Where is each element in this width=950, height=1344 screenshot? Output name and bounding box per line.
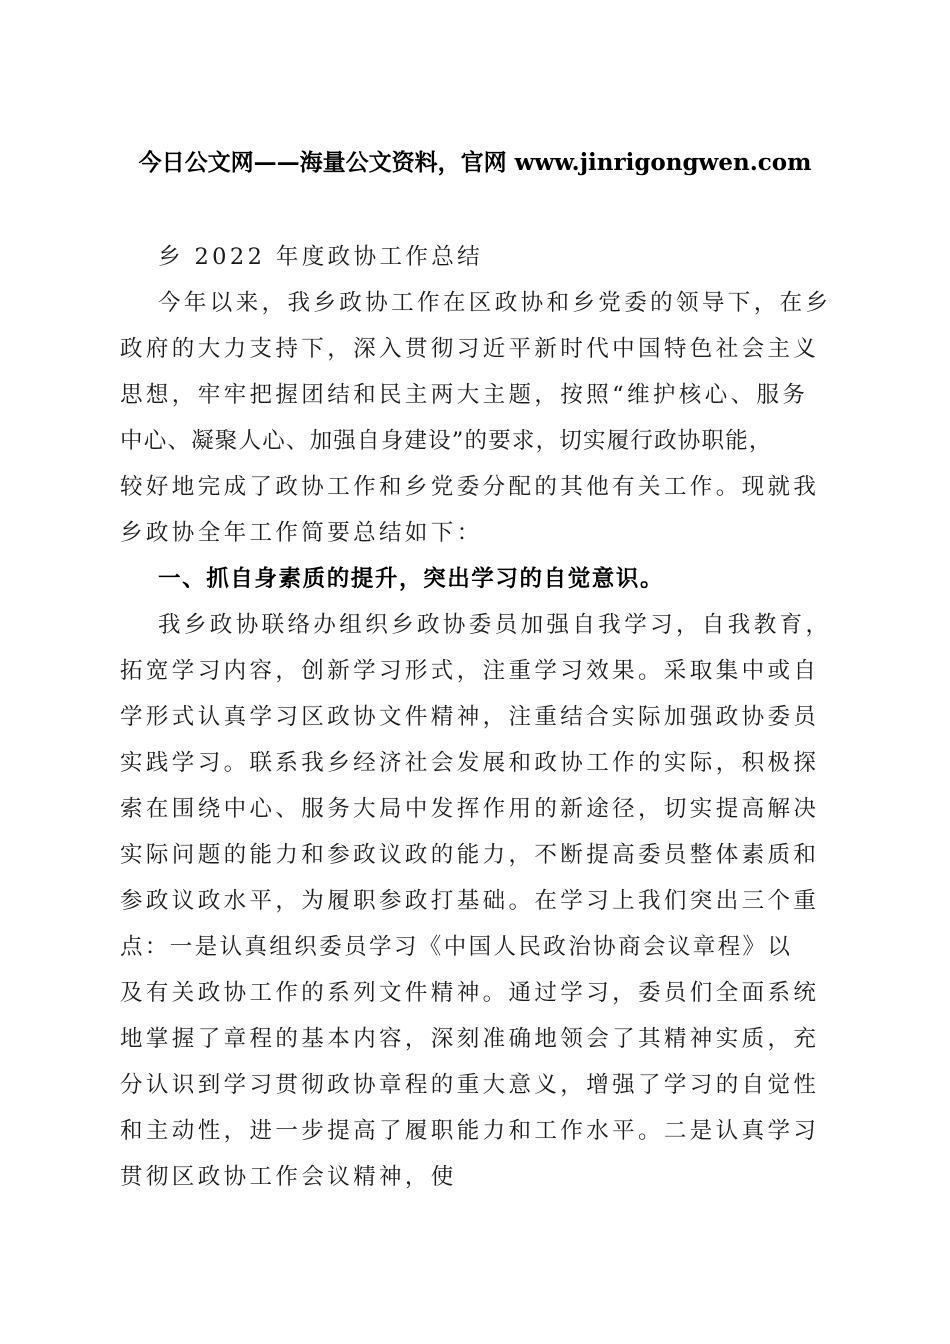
section-heading: 一、抓自身素质的提升，突出学习的自觉意识。 (158, 566, 665, 592)
intro-line: 思想，牢牢把握团结和民主两大主题，按照“维护核心、服务 (120, 382, 809, 408)
intro-line: 政府的大力支持下，深入贯彻习近平新时代中国特色社会主义 (120, 336, 820, 362)
section-line: 索在围绕中心、服务大局中发挥作用的新途径，切实提高解决 (120, 796, 820, 822)
intro-line: 中心、凝聚人心、加强自身建设”的要求，切实履行政协职能， (120, 428, 773, 454)
section-line: 学形式认真学习区政协文件精神，注重结合实际加强政协委员 (120, 704, 820, 730)
section-line: 及有关政协工作的系列文件精神。通过学习，委员们全面系统 (120, 980, 820, 1006)
section-line: 和主动性，进一步提高了履职能力和工作水平。二是认真学习 (120, 1118, 820, 1144)
section-line: 我乡政协联络办组织乡政协委员加强自我学习，自我教育， (158, 612, 832, 638)
section-line: 分认识到学习贯彻政协章程的重大意义，增强了学习的自觉性 (120, 1072, 820, 1098)
section-line: 点：一是认真组织委员学习《中国人民政治协商会议章程》以 (120, 934, 793, 960)
intro-line: 今年以来，我乡政协工作在区政协和乡党委的领导下，在乡 (158, 290, 832, 316)
section-line: 拓宽学习内容，创新学习形式，注重学习效果。采取集中或自 (120, 658, 820, 684)
intro-line: 较好地完成了政协工作和乡党委分配的其他有关工作。现就我 (120, 474, 820, 500)
section-line: 实践学习。联系我乡经济社会发展和政协工作的实际，积极探 (120, 750, 820, 776)
site-banner: 今日公文网——海量公文资料，官网 www.jinrigongwen.com (138, 149, 812, 176)
document-body (120, 234, 835, 1200)
document-title: 乡 2022 年度政协工作总结 (158, 244, 484, 270)
section-line: 参政议政水平，为履职参政打基础。在学习上我们突出三个重 (120, 888, 820, 914)
section-line: 贯彻区政协工作会议精神，使 (120, 1164, 457, 1190)
intro-line: 乡政协全年工作简要总结如下： (120, 520, 483, 546)
section-line: 实际问题的能力和参政议政的能力，不断提高委员整体素质和 (120, 842, 820, 868)
section-line: 地掌握了章程的基本内容，深刻准确地领会了其精神实质，充 (120, 1026, 820, 1052)
